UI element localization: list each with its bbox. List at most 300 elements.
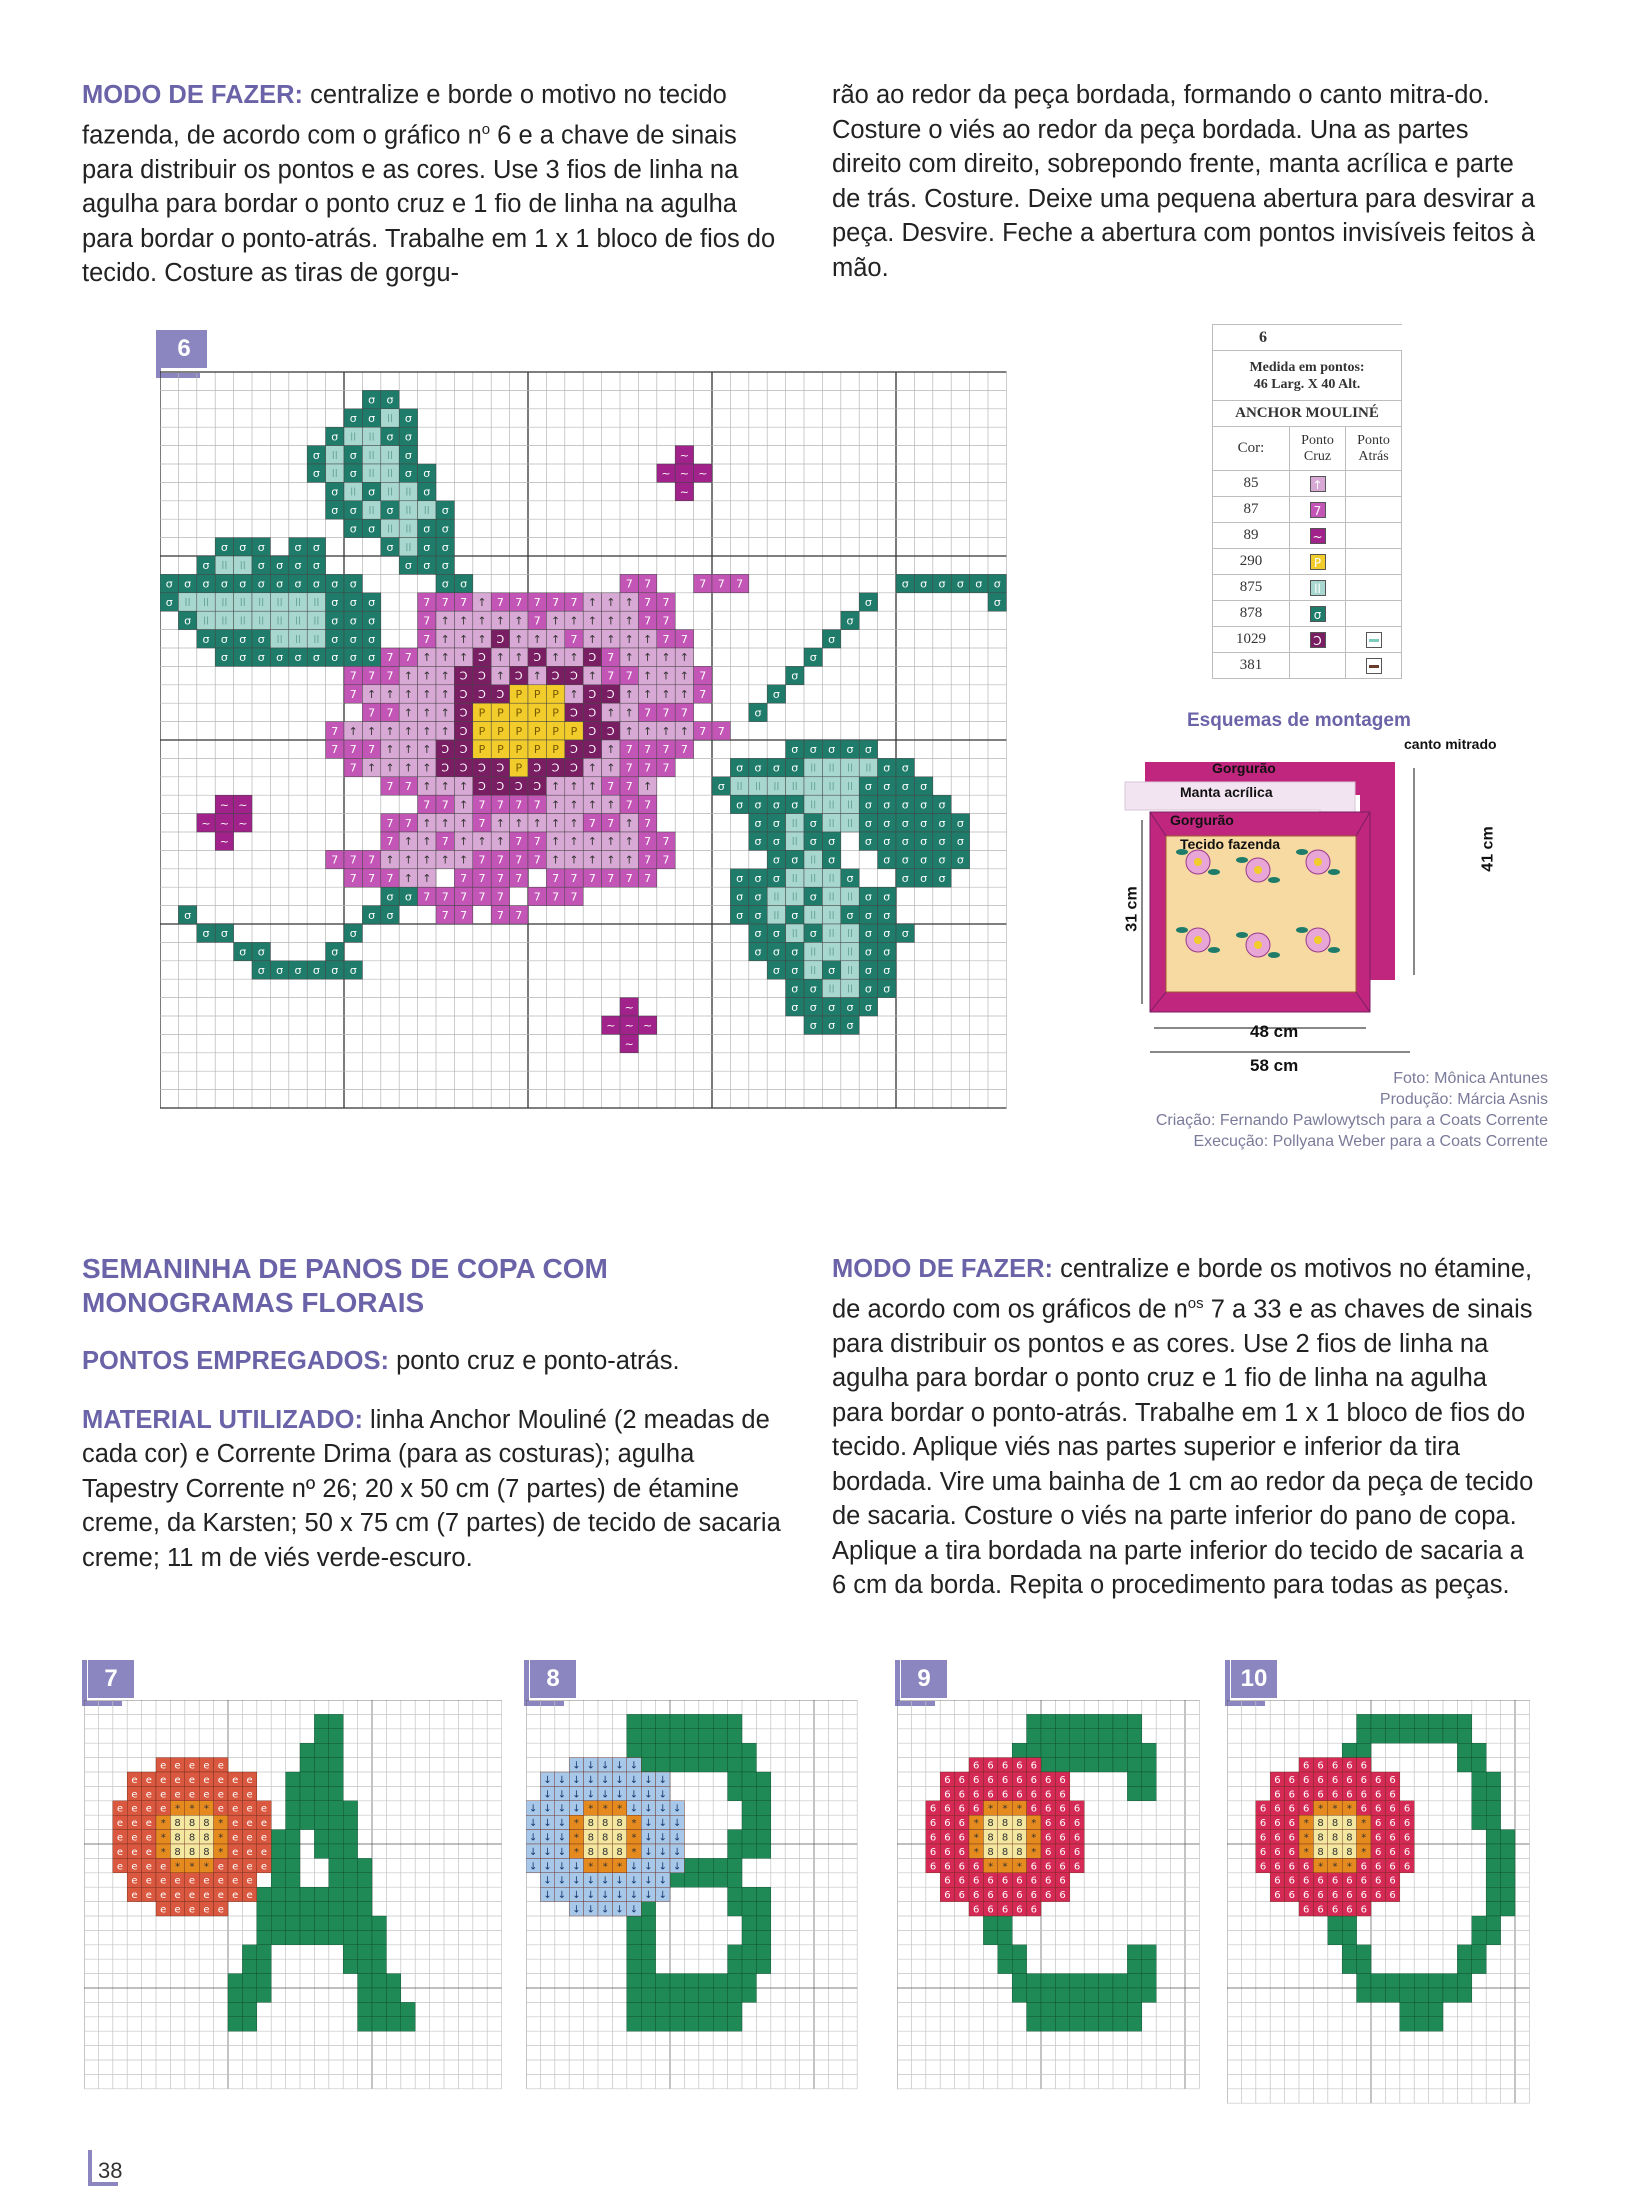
stitch-symbol: ↑ xyxy=(550,798,561,812)
legend-header-row xyxy=(1213,427,1402,471)
stitch-symbol: σ xyxy=(920,816,928,830)
svg-text:*: * xyxy=(175,1861,181,1873)
svg-text:e: e xyxy=(145,1818,152,1830)
stitch-symbol: Ͻ xyxy=(588,706,597,720)
svg-text:8: 8 xyxy=(1016,1846,1023,1858)
stitch-symbol: ↑ xyxy=(569,816,579,830)
stitch-symbol: 7 xyxy=(533,596,541,610)
stitch-symbol: σ xyxy=(864,835,872,849)
stitch-symbol: σ xyxy=(828,1000,836,1014)
flower-motif-icon xyxy=(113,1758,271,1916)
stitch-symbol: ~ xyxy=(661,467,671,481)
stitch-cell xyxy=(1357,1974,1371,1988)
legend-row xyxy=(1213,575,1402,601)
stitch-cell xyxy=(358,1887,372,1901)
stitch-symbol: Ͻ xyxy=(606,724,615,738)
stitch-symbol: 7 xyxy=(644,835,652,849)
stitch-symbol: σ xyxy=(993,596,1001,610)
stitch-cell xyxy=(1385,1974,1399,1988)
legend-backstitch-symbol xyxy=(1346,523,1402,549)
stitch-cell xyxy=(670,1758,684,1772)
stitch-cell xyxy=(1070,2017,1084,2031)
stitch-cell xyxy=(627,1743,641,1757)
svg-text:6: 6 xyxy=(1317,1774,1324,1786)
svg-text:6: 6 xyxy=(944,1832,951,1844)
stitch-symbol: σ xyxy=(901,761,909,775)
svg-text:*: * xyxy=(1002,1803,1008,1815)
stitch-symbol: ↑ xyxy=(606,835,616,849)
svg-text:8: 8 xyxy=(1001,1832,1009,1844)
stitch-symbol: σ xyxy=(828,853,836,867)
svg-text:8: 8 xyxy=(1317,1818,1324,1830)
svg-text:*: * xyxy=(988,1803,994,1815)
stitch-symbol: ↑ xyxy=(606,798,616,812)
stitch-symbol: ↑ xyxy=(569,614,579,628)
stitch-cell xyxy=(1084,1714,1098,1728)
svg-text:6: 6 xyxy=(944,1789,951,1801)
stitch-cell xyxy=(1127,1988,1141,2002)
stitch-symbol: ↑ xyxy=(587,761,598,775)
stitch-cell xyxy=(286,1786,300,1800)
svg-text:*: * xyxy=(1332,1803,1338,1815)
svg-text:8: 8 xyxy=(616,1832,623,1844)
stitch-cell xyxy=(1142,1758,1156,1772)
legend-row xyxy=(1213,627,1402,653)
stitch-cell xyxy=(1084,1729,1098,1743)
svg-text:*: * xyxy=(189,1861,195,1873)
stitch-symbol: ll xyxy=(239,559,246,573)
stitch-symbol: σ xyxy=(754,835,762,849)
svg-text:↓: ↓ xyxy=(658,1861,667,1873)
legend-table xyxy=(1212,324,1402,679)
stitch-symbol: σ xyxy=(938,816,946,830)
stitch-cell xyxy=(728,1729,742,1743)
stitch-symbol: 7 xyxy=(331,853,339,867)
stitch-symbol: σ xyxy=(809,651,817,665)
stitch-symbol: 7 xyxy=(644,614,652,628)
stitch-symbol: ~ xyxy=(238,798,248,812)
stitch-symbol: ll xyxy=(846,816,854,830)
stitch-symbol: ll xyxy=(791,927,798,941)
stitch-cell xyxy=(300,1758,314,1772)
stitch-cell xyxy=(713,1873,727,1887)
stitch-cell xyxy=(1084,1974,1098,1988)
stitch-symbol: ~ xyxy=(624,1037,634,1051)
svg-text:6: 6 xyxy=(1016,1789,1023,1801)
svg-text:6: 6 xyxy=(973,1861,980,1873)
stitch-cell xyxy=(1328,1916,1342,1930)
stitch-cell xyxy=(627,1916,641,1930)
stitch-symbol: σ xyxy=(423,540,431,554)
stitch-symbol: σ xyxy=(312,577,320,591)
svg-text:e: e xyxy=(188,1904,196,1916)
stitch-symbol: σ xyxy=(202,559,210,573)
stitch-cell xyxy=(1414,1974,1428,1988)
svg-text:*: * xyxy=(1346,1861,1352,1873)
stitch-symbol: σ xyxy=(257,577,265,591)
stitch-cell xyxy=(343,1916,357,1930)
monogram-chart xyxy=(1227,1660,1543,2116)
stitch-cell xyxy=(329,1844,343,1858)
stitch-cell xyxy=(656,1743,670,1757)
stitch-cell xyxy=(1055,2017,1069,2031)
stitch-cell xyxy=(756,1801,770,1815)
stitch-symbol: P xyxy=(497,743,504,757)
stitch-cell xyxy=(1486,1830,1500,1844)
stitch-symbol: Ͻ xyxy=(588,724,597,738)
svg-text:8: 8 xyxy=(174,1832,181,1844)
stitch-cell xyxy=(1400,1714,1414,1728)
stitch-cell xyxy=(728,2002,742,2016)
stitch-cell xyxy=(1357,1959,1371,1973)
stitch-cell xyxy=(627,1714,641,1728)
stitch-cell xyxy=(728,1873,742,1887)
stitch-symbol: ↑ xyxy=(477,632,487,646)
svg-text:↓: ↓ xyxy=(572,1789,581,1801)
stitch-symbol: σ xyxy=(772,945,780,959)
monogram-grid xyxy=(84,1700,509,2090)
stitch-cell xyxy=(713,1758,727,1772)
stitch-symbol: σ xyxy=(312,540,320,554)
svg-text:8: 8 xyxy=(1331,1818,1339,1830)
svg-text:*: * xyxy=(1303,1846,1309,1858)
stitch-cell xyxy=(728,1858,742,1872)
stitch-symbol: ↑ xyxy=(458,853,469,867)
stitch-symbol: 7 xyxy=(386,669,394,683)
stitch-symbol: σ xyxy=(754,706,762,720)
stitch-cell xyxy=(1070,1974,1084,1988)
stitch-symbol: ↑ xyxy=(348,724,358,738)
stitch-symbol: σ xyxy=(202,632,210,646)
stitch-symbol: 7 xyxy=(662,614,670,628)
stitch-symbol: σ xyxy=(791,1000,799,1014)
stitch-symbol: Ͻ xyxy=(459,761,468,775)
stitch-cell xyxy=(756,1815,770,1829)
svg-text:6: 6 xyxy=(1346,1789,1353,1801)
svg-text:6: 6 xyxy=(1059,1846,1066,1858)
stitch-cell xyxy=(1429,1714,1443,1728)
svg-text:6: 6 xyxy=(944,1861,951,1873)
svg-text:6: 6 xyxy=(1288,1803,1295,1815)
svg-text:6: 6 xyxy=(1317,1875,1324,1887)
svg-text:e: e xyxy=(203,1760,210,1772)
stitch-cell xyxy=(756,1887,770,1901)
legend-row xyxy=(1213,601,1402,627)
stitch-symbol: ↑ xyxy=(422,780,432,794)
stitch-cell xyxy=(286,1930,300,1944)
svg-text:e: e xyxy=(260,1846,268,1858)
svg-text:8: 8 xyxy=(1346,1818,1353,1830)
stitch-symbol: 7 xyxy=(662,761,670,775)
stitch-symbol: 7 xyxy=(662,743,670,757)
svg-text:e: e xyxy=(160,1861,167,1873)
chart-6-number: 6 xyxy=(161,330,207,368)
svg-text:↓: ↓ xyxy=(557,1846,567,1858)
svg-text:e: e xyxy=(131,1861,138,1873)
stitch-symbol: 7 xyxy=(478,798,486,812)
svg-text:6: 6 xyxy=(958,1846,965,1858)
scheme-gorgurao-front: Gorgurão xyxy=(1170,812,1234,828)
stitch-symbol: ↑ xyxy=(642,688,653,702)
stitch-cell xyxy=(1400,1729,1414,1743)
stitch-cell xyxy=(1099,1729,1113,1743)
stitch-cell xyxy=(1429,1988,1443,2002)
stitch-cell xyxy=(1127,2017,1141,2031)
stitch-symbol: P xyxy=(570,724,578,738)
stitch-cell xyxy=(1113,1758,1127,1772)
stitch-cell xyxy=(1027,2017,1041,2031)
stitch-cell xyxy=(1142,1945,1156,1959)
svg-text:*: * xyxy=(973,1818,979,1830)
stitch-symbol: σ xyxy=(736,872,744,886)
stitch-cell xyxy=(627,1945,641,1959)
stitch-cell xyxy=(300,1786,314,1800)
stitch-cell xyxy=(1099,2017,1113,2031)
stitch-symbol: Ͻ xyxy=(459,688,468,702)
svg-text:6: 6 xyxy=(1360,1904,1367,1916)
stitch-cell xyxy=(242,2002,256,2016)
stitch-cell xyxy=(742,1959,756,1973)
stitch-symbol: σ xyxy=(404,412,412,426)
stitch-cell xyxy=(1342,1959,1356,1973)
stitch-symbol: Ͻ xyxy=(514,669,523,683)
svg-text:6: 6 xyxy=(944,1774,951,1786)
svg-text:*: * xyxy=(1361,1832,1367,1844)
stitch-cell xyxy=(1357,1988,1371,2002)
svg-text:e: e xyxy=(217,1875,224,1887)
stitch-cell xyxy=(314,1729,328,1743)
svg-text:↓: ↓ xyxy=(557,1890,567,1902)
stitch-symbol: σ xyxy=(349,412,357,426)
stitch-cell xyxy=(1472,1772,1486,1786)
stitch-symbol: 7 xyxy=(404,780,412,794)
stitch-cell xyxy=(329,1930,343,1944)
svg-text:6: 6 xyxy=(944,1803,951,1815)
stitch-symbol: ↑ xyxy=(514,614,524,628)
stitch-symbol: 7 xyxy=(625,669,633,683)
svg-text:e: e xyxy=(174,1890,181,1902)
stitch-cell xyxy=(1501,1844,1515,1858)
stitch-symbol: σ xyxy=(754,927,762,941)
svg-text:↓: ↓ xyxy=(658,1789,667,1801)
svg-text:↓: ↓ xyxy=(529,1861,538,1873)
stitch-symbol: σ xyxy=(883,835,891,849)
svg-text:6: 6 xyxy=(929,1846,937,1858)
stitch-symbol: ↑ xyxy=(569,798,579,812)
stitch-symbol: σ xyxy=(920,798,928,812)
svg-text:6: 6 xyxy=(944,1890,951,1902)
stitch-symbol: σ xyxy=(404,467,412,481)
stitch-symbol: ↑ xyxy=(440,614,450,628)
stitch-cell xyxy=(271,1887,285,1901)
svg-text:e: e xyxy=(246,1774,253,1786)
stitch-symbol: σ xyxy=(809,816,817,830)
stitch-symbol: ll xyxy=(773,890,780,904)
scheme-tecido-label: Tecido fazenda xyxy=(1180,836,1281,852)
svg-text:6: 6 xyxy=(1331,1875,1339,1887)
stitch-symbol: 7 xyxy=(570,632,578,646)
svg-text:6: 6 xyxy=(1030,1789,1037,1801)
svg-text:↓: ↓ xyxy=(586,1875,595,1887)
svg-text:↓: ↓ xyxy=(601,1760,610,1772)
stitch-symbol: Ͻ xyxy=(478,761,486,775)
svg-text:e: e xyxy=(246,1832,253,1844)
stitch-symbol: σ xyxy=(772,816,780,830)
stitch-symbol: ↑ xyxy=(532,816,542,830)
stitch-symbol: σ xyxy=(386,393,394,407)
stitch-symbol: σ xyxy=(441,559,449,573)
stitch-symbol: 7 xyxy=(460,596,468,610)
stitch-symbol: σ xyxy=(184,577,192,591)
stitch-cell xyxy=(314,1743,328,1757)
svg-text:e: e xyxy=(232,1832,239,1844)
scheme-58cm: 58 cm xyxy=(1250,1056,1299,1075)
stitch-cell xyxy=(257,1945,271,1959)
stitch-cell xyxy=(1472,1758,1486,1772)
stitch-cell xyxy=(1041,1988,1055,2002)
stitch-symbol: σ xyxy=(220,651,228,665)
svg-text:*: * xyxy=(573,1832,579,1844)
stitch-symbol: ll xyxy=(736,780,743,794)
stitch-symbol: ↑ xyxy=(440,669,450,683)
svg-text:6: 6 xyxy=(1346,1875,1353,1887)
credit-foto: Foto: Mônica Antunes xyxy=(1393,1070,1548,1087)
svg-text:6: 6 xyxy=(1346,1890,1353,1902)
svg-text:6: 6 xyxy=(973,1890,980,1902)
stitch-symbol: ↑ xyxy=(679,724,690,738)
stitch-cell xyxy=(314,1772,328,1786)
stitch-symbol: ↑ xyxy=(403,706,414,720)
stitch-cell xyxy=(343,1873,357,1887)
stitch-cell xyxy=(1457,1988,1471,2002)
modo-paragraph-2 xyxy=(832,1252,1544,1603)
chart-number: 10 xyxy=(1231,1660,1277,1698)
svg-text:e: e xyxy=(203,1890,210,1902)
stitch-symbol: ll xyxy=(258,596,265,610)
stitch-cell xyxy=(1357,1714,1371,1728)
stitch-symbol: σ xyxy=(736,908,744,922)
svg-text:6: 6 xyxy=(1016,1760,1023,1772)
stitch-cell xyxy=(329,1916,343,1930)
stitch-cell xyxy=(372,1945,386,1959)
stitch-symbol: P xyxy=(478,743,486,757)
stitch-symbol: σ xyxy=(975,577,983,591)
svg-text:6: 6 xyxy=(1360,1760,1367,1772)
stitch-cell xyxy=(300,1801,314,1815)
stitch-symbol: ↑ xyxy=(532,669,542,683)
stitch-symbol: ll xyxy=(276,614,283,628)
svg-text:e: e xyxy=(188,1760,196,1772)
stitch-cell xyxy=(684,1714,698,1728)
stitch-symbol: 7 xyxy=(644,743,652,757)
stitch-symbol: 7 xyxy=(662,706,670,720)
stitch-cell xyxy=(271,1916,285,1930)
stitch-cell xyxy=(742,1945,756,1959)
svg-text:6: 6 xyxy=(973,1803,980,1815)
stitch-symbol: Ͻ xyxy=(459,724,468,738)
stitch-symbol: σ xyxy=(276,559,284,573)
svg-text:↓: ↓ xyxy=(644,1890,653,1902)
svg-text:6: 6 xyxy=(1360,1789,1367,1801)
stitch-symbol: σ xyxy=(184,908,192,922)
stitch-symbol: σ xyxy=(239,540,247,554)
svg-text:6: 6 xyxy=(1389,1774,1396,1786)
stitch-symbol: σ xyxy=(901,927,909,941)
svg-text:↓: ↓ xyxy=(543,1789,552,1801)
stitch-symbol: 7 xyxy=(607,780,615,794)
stitch-symbol: ll xyxy=(791,890,798,904)
stitch-cell xyxy=(372,1916,386,1930)
stitch-symbol: 7 xyxy=(441,798,449,812)
stitch-symbol: ↑ xyxy=(624,816,634,830)
svg-text:↓: ↓ xyxy=(629,1904,639,1916)
svg-text:e: e xyxy=(145,1890,152,1902)
stitch-symbol: ll xyxy=(184,596,191,610)
stitch-symbol: 7 xyxy=(533,835,541,849)
project-right-column xyxy=(832,1252,1544,1603)
stitch-symbol: σ xyxy=(809,927,817,941)
stitch-symbol: 7 xyxy=(349,872,357,886)
stitch-cell xyxy=(343,1887,357,1901)
svg-text:↓: ↓ xyxy=(658,1875,667,1887)
stitch-symbol: ll xyxy=(386,467,394,481)
svg-text:6: 6 xyxy=(1059,1818,1066,1830)
legend-color-number: 89 xyxy=(1213,523,1290,549)
stitch-cell xyxy=(372,1988,386,2002)
stitch-symbol: ↑ xyxy=(458,816,469,830)
stitch-symbol: ↑ xyxy=(679,651,690,665)
stitch-cell xyxy=(684,1758,698,1772)
stitch-symbol: ↑ xyxy=(624,596,634,610)
svg-text:e: e xyxy=(160,1904,167,1916)
stitch-symbol: Ͻ xyxy=(588,743,597,757)
stitch-cell xyxy=(329,1830,343,1844)
stitch-cell xyxy=(358,1930,372,1944)
stitch-cell xyxy=(756,1959,770,1973)
modo-de-fazer-label: MODO DE FAZER: xyxy=(82,81,303,109)
svg-text:*: * xyxy=(1318,1803,1324,1815)
pontos-paragraph xyxy=(82,1344,792,1379)
stitch-cell xyxy=(1486,1786,1500,1800)
credit-criacao: Criação: Fernando Pawlowytsch para a Coats Corrente xyxy=(1155,1112,1548,1129)
svg-text:↓: ↓ xyxy=(586,1774,595,1786)
modo-label-2: MODO DE FAZER: xyxy=(832,1255,1053,1283)
svg-text:e: e xyxy=(160,1890,167,1902)
svg-text:6: 6 xyxy=(1073,1861,1081,1873)
legend-number: 6 xyxy=(1213,325,1402,351)
stitch-symbol: σ xyxy=(956,816,964,830)
stitch-symbol: σ xyxy=(754,945,762,959)
stitch-symbol: ↑ xyxy=(569,651,579,665)
stitch-symbol: 7 xyxy=(496,798,504,812)
stitch-symbol: σ xyxy=(901,872,909,886)
legend-measure-label: Medida em pontos: xyxy=(1249,359,1365,375)
stitch-symbol: 7 xyxy=(662,853,670,867)
svg-text:6: 6 xyxy=(958,1818,965,1830)
stitch-cell xyxy=(742,1916,756,1930)
stitch-cell xyxy=(1429,1729,1443,1743)
svg-text:*: * xyxy=(1346,1803,1352,1815)
svg-text:6: 6 xyxy=(1274,1846,1281,1858)
svg-text:e: e xyxy=(160,1760,167,1772)
stitch-cell xyxy=(1400,2017,1414,2031)
stitch-cell xyxy=(627,2017,641,2031)
svg-text:*: * xyxy=(631,1818,637,1830)
svg-text:e: e xyxy=(160,1803,167,1815)
svg-text:*: * xyxy=(631,1832,637,1844)
svg-text:*: * xyxy=(602,1803,608,1815)
svg-text:6: 6 xyxy=(973,1774,980,1786)
